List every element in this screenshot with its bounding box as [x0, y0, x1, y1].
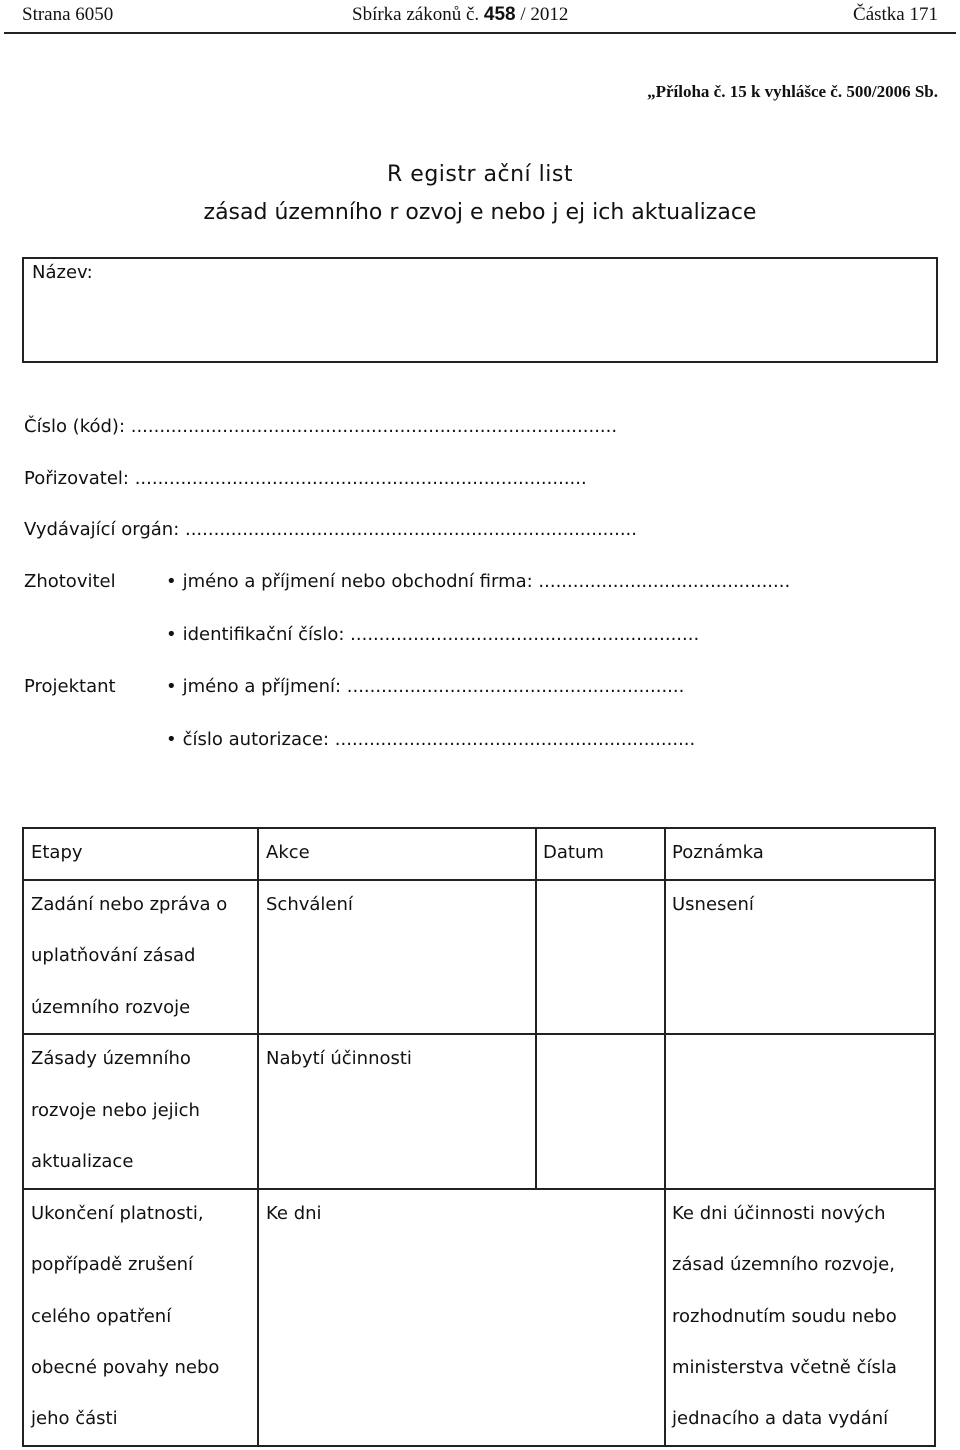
stages-table	[22, 827, 936, 1447]
row1-action: Schválení	[266, 894, 353, 915]
row3-stage-line2: popřípadě zrušení	[31, 1254, 194, 1275]
table-border-left	[22, 827, 24, 1447]
code-field[interactable]: Číslo (kód): .....................................................................................	[24, 416, 618, 437]
row1-stage-line1: Zadání nebo zpráva o	[31, 894, 228, 915]
designer-authorization-field[interactable]: • číslo autorizace: ...............................................................	[166, 729, 695, 750]
collection-number: 458	[483, 4, 516, 25]
table-border-right	[934, 827, 936, 1447]
designer-name-field[interactable]: • jméno a příjmení: ...........................................................	[166, 676, 684, 697]
row2-note-cell[interactable]	[672, 1033, 930, 1183]
name-box[interactable]	[22, 257, 938, 363]
collection-reference	[352, 4, 568, 26]
issuing-authority-field[interactable]: Vydávající orgán: ...............................................................................	[24, 519, 638, 540]
row3-note-line4: ministerstva včetně čísla	[672, 1357, 897, 1378]
table-column-divider	[535, 827, 537, 1188]
table-column-divider	[257, 827, 259, 1447]
row3-action: Ke dni	[266, 1203, 322, 1224]
part-number: Částka 171	[853, 4, 938, 25]
row1-stage-line3: územního rozvoje	[31, 997, 191, 1018]
header-date: Datum	[543, 842, 604, 863]
name-label: Název:	[32, 262, 93, 283]
table-column-divider	[664, 827, 666, 1447]
designer-label: Projektant	[24, 676, 116, 697]
contractor-name-field[interactable]: • jméno a příjmení nebo obchodní firma: ............................................	[166, 571, 790, 592]
row3-note-line5: jednacího a data vydání	[672, 1408, 889, 1429]
table-border-top	[22, 827, 936, 829]
row2-stage-line1: Zásady územního	[31, 1048, 191, 1069]
row3-stage-line1: Ukončení platnosti,	[31, 1203, 204, 1224]
row3-note-line2: zásad územního rozvoje,	[672, 1254, 895, 1275]
procurer-field[interactable]: Pořizovatel: ...............................................................................	[24, 468, 587, 489]
header-action: Akce	[266, 842, 310, 863]
row3-stage-line3: celého opatření	[31, 1306, 172, 1327]
running-header	[0, 4, 960, 28]
row3-stage-line4: obecné povahy nebo	[31, 1357, 220, 1378]
row2-date-cell[interactable]	[543, 1033, 661, 1183]
document-title: R egistr ační list	[387, 162, 573, 187]
collection-prefix: Sbírka zákonů č.	[352, 4, 480, 25]
row3-stage-line5: jeho části	[31, 1408, 118, 1429]
page-number: Strana 6050	[22, 4, 114, 25]
header-divider	[4, 32, 956, 34]
contractor-id-field[interactable]: • identifikační číslo: .............................................................	[166, 624, 699, 645]
table-border-bottom	[22, 1445, 936, 1447]
row1-stage-line2: uplatňování zásad	[31, 945, 196, 966]
header-stages: Etapy	[31, 842, 83, 863]
row3-note-line1: Ke dni účinnosti nových	[672, 1203, 886, 1224]
annex-reference: „Příloha č. 15 k vyhlášce č. 500/2006 Sb.	[647, 82, 938, 101]
row1-note: Usnesení	[672, 894, 754, 915]
row2-stage-line3: aktualizace	[31, 1151, 134, 1172]
row2-action: Nabytí účinnosti	[266, 1048, 412, 1069]
collection-year: / 2012	[520, 4, 569, 25]
header-note: Poznámka	[672, 842, 764, 863]
contractor-label: Zhotovitel	[24, 571, 116, 592]
document-subtitle: zásad územního r ozvoj e nebo j ej ich aktualizace	[203, 200, 757, 225]
row2-stage-line2: rozvoje nebo jejich	[31, 1100, 200, 1121]
row1-date-cell[interactable]	[543, 879, 661, 1029]
row3-note-line3: rozhodnutím soudu nebo	[672, 1306, 897, 1327]
